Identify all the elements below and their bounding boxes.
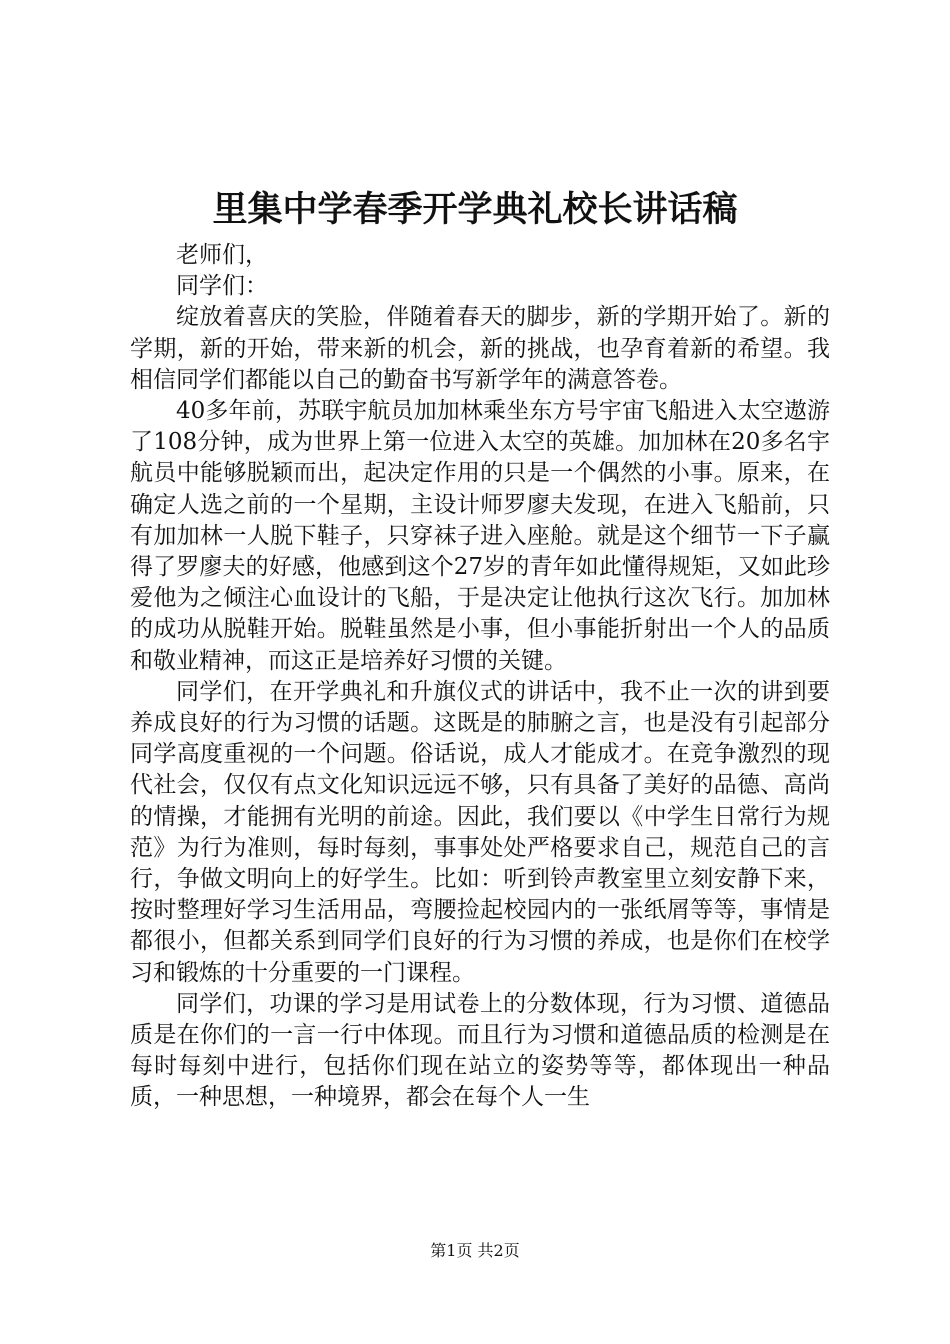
paragraph-3: 同学们，在开学典礼和升旗仪式的讲话中，我不止一次的讲到要养成良好的行为习惯的话题。这既是的肺腑之言，也是没有引起部分同学高度重视的一个问题。俗话说，成人才能成才。在竞争激烈的现代社会，仅仅有点文化知识远远不够，只有具备了美好的品德、高尚的情操，才能拥有光明的前途。因此，我们要以《中学生日常行为规范》为行为准则，每时每刻，事事处处严格要求自己，规范自己的言行，争做文明向上的好学生。比如：听到铃声教室里立刻安静下来，按时整理好学习生活用品，弯腰捡起校园内的一张纸屑等等，事情是都很小，但都关系到同学们良好的行为习惯的养成，也是你们在校学习和锻炼的十分重要的一门课程。 (130, 678, 830, 986)
document-title: 里集中学春季开学典礼校长讲话稿 (212, 189, 738, 230)
greeting-teachers: 老师们， (176, 242, 268, 268)
paragraph-2: 40多年前，苏联宇航员加加林乘坐东方号宇宙飞船进入太空遨游了108分钟，成为世界上第一位进入太空的英雄。加加林在20多名宇航员中能够脱颖而出，起决定作用的只是一个偶然的小事。原来，在确定人选之前的一个星期，主设计师罗廖夫发现，在进入飞船前，只有加加林一人脱下鞋子，只穿袜子进入座舱。就是这个细节一下子赢得了罗廖夫的好感，他感到这个27岁的青年如此懂得规矩，又如此珍爱他为之倾注心血设计的飞船，于是决定让他执行这次飞行。加加林的成功从脱鞋开始。脱鞋虽然是小事，但小事能折射出一个人的品质和敬业精神，而这正是培养好习惯的关键。 (130, 398, 830, 674)
document-body (130, 240, 830, 1114)
greeting-students: 同学们： (176, 273, 268, 300)
page-footer: 第1页 共2页 (430, 1241, 520, 1260)
paragraph-4: 同学们，功课的学习是用试卷上的分数体现，行为习惯、道德品质是在你们的一言一行中体现。而且行为习惯和道德品质的检测是在每时每刻中进行，包括你们现在站立的姿势等等，都体现出一种品质，一种思想，一种境界，都会在每个人一生 (130, 990, 830, 1111)
paragraph-1: 绽放着喜庆的笑脸，伴随着春天的脚步，新的学期开始了。新的学期，新的开始，带来新的机会，新的挑战，也孕育着新的希望。我相信同学们都能以自己的勤奋书写新学年的满意答卷。 (130, 304, 830, 393)
